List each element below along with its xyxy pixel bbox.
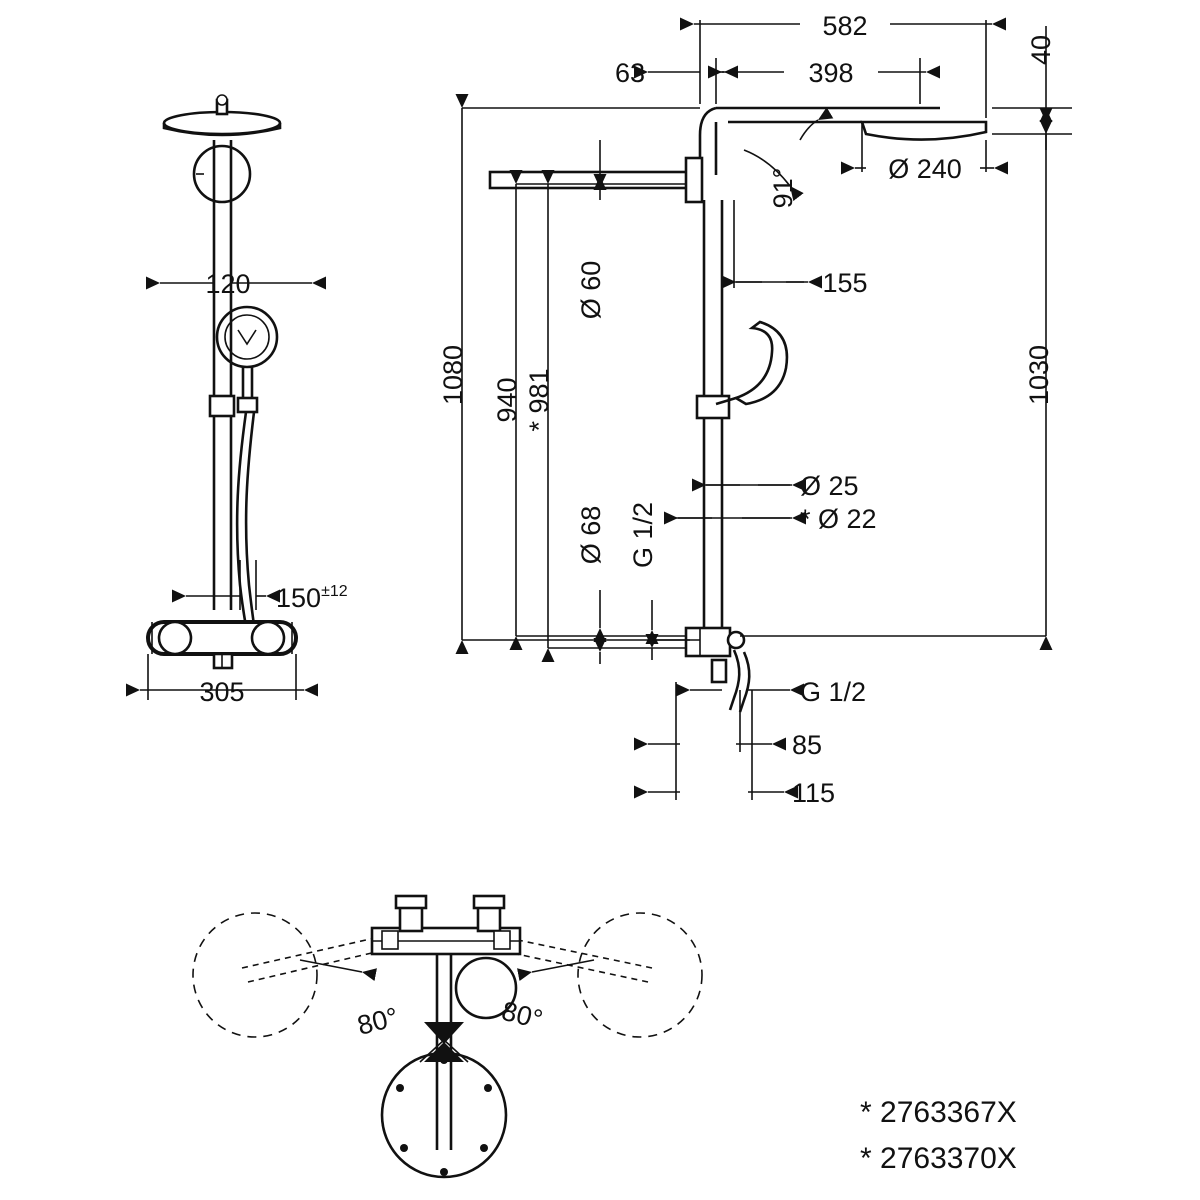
part-number-2: * 2763370X xyxy=(860,1142,1017,1175)
dim-height-1080: 1080 xyxy=(438,344,468,406)
dim-pipe-diameter-60: Ø 60 xyxy=(576,260,606,320)
dim-swivel-right-80: 80° xyxy=(498,995,546,1035)
dim-height-940: 940 xyxy=(492,377,522,423)
dim-side-40: 40 xyxy=(1026,34,1056,66)
dim-thread-g12-top: G 1/2 xyxy=(628,501,658,569)
dim-front-150: $150^{\pm 12}$ xyxy=(276,583,348,613)
dim-side-398: 398 xyxy=(808,58,854,88)
dim-front-120: 120 xyxy=(205,269,251,299)
dim-body-diameter-68: Ø 68 xyxy=(576,505,606,565)
dim-swivel-left-80: 80° xyxy=(354,1001,402,1041)
dim-side-582: 582 xyxy=(822,11,868,41)
dim-front-305: 305 xyxy=(199,677,245,707)
top-view xyxy=(193,896,702,1177)
dim-head-diameter-240: Ø 240 xyxy=(888,154,962,184)
dim-bar-diameter-25: Ø 25 xyxy=(800,471,859,501)
dim-outlet-115: 115 xyxy=(792,778,836,808)
side-view xyxy=(490,108,986,712)
dim-height-1030: 1030 xyxy=(1024,344,1054,406)
dim-side-63: 63 xyxy=(614,58,646,88)
dim-thread-g12-bottom: G 1/2 xyxy=(800,677,867,707)
dim-outlet-85: 85 xyxy=(792,730,823,760)
dim-bar-diameter-22: * Ø 22 xyxy=(800,504,877,534)
dim-handshower-155: 155 xyxy=(822,268,868,298)
dim-height-981: * 981 xyxy=(524,368,554,432)
part-number-1: * 2763367X xyxy=(860,1096,1017,1129)
dim-angle-91: 91° xyxy=(768,167,798,209)
